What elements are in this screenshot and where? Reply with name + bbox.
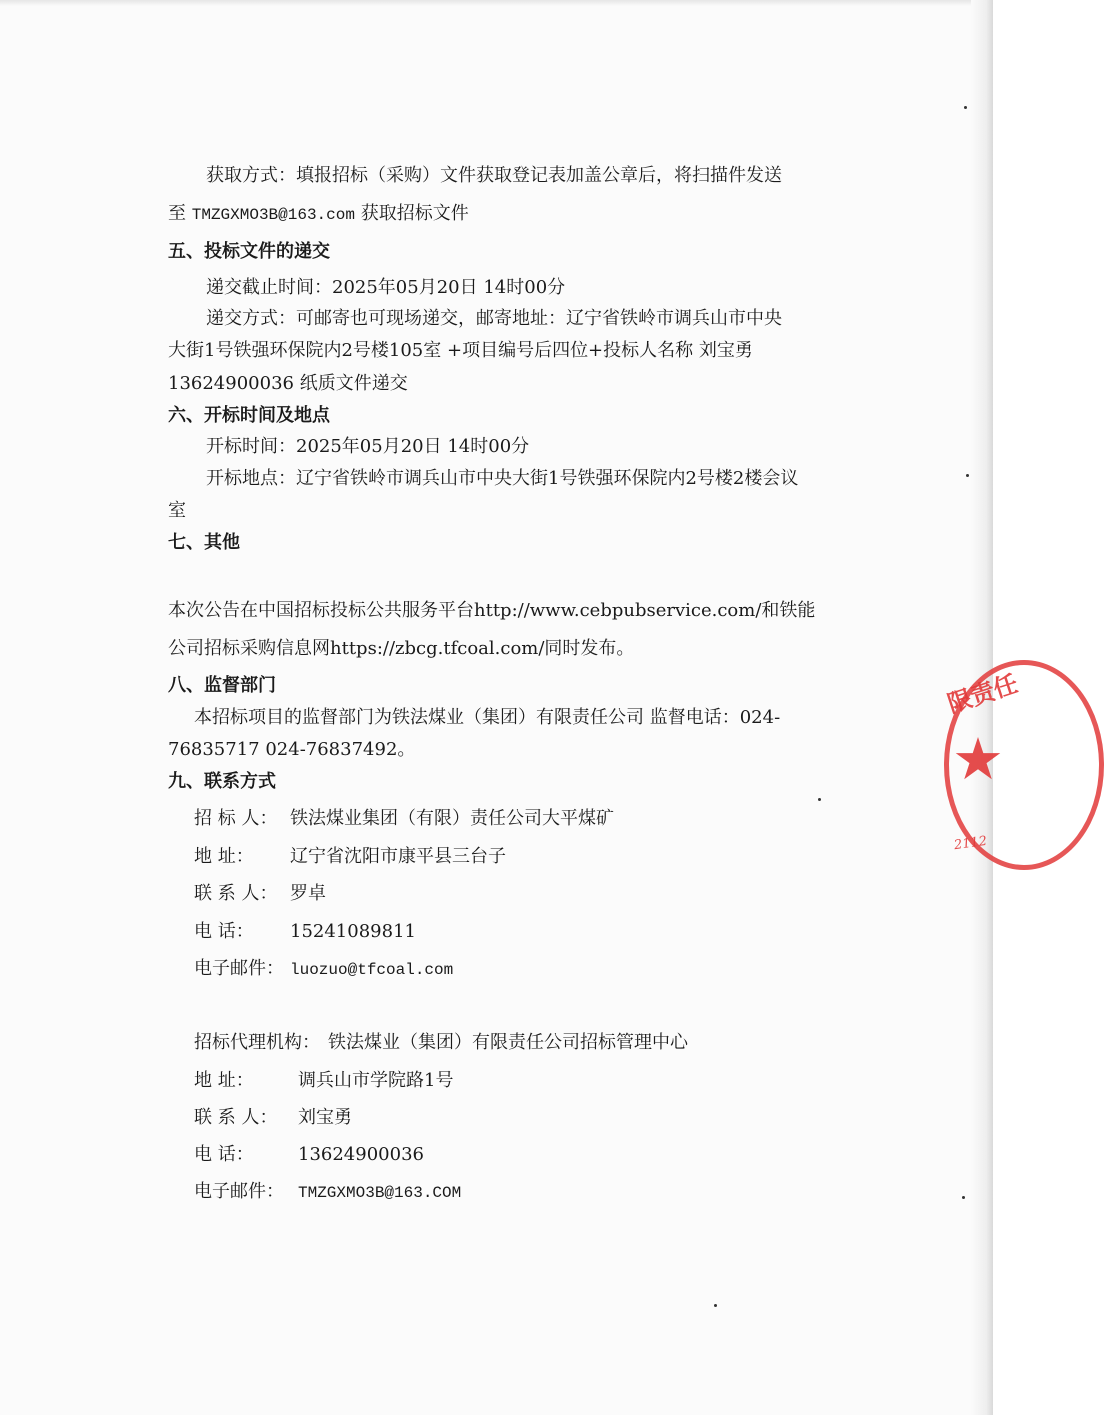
obtain-method-line <box>168 203 469 226</box>
publication-note: 本次公告在中国招标投标公共服务平台http://www.cebpubservice.com/和铁能 <box>168 600 816 621</box>
tenderer-contact-row <box>194 883 326 905</box>
scan-speck <box>818 798 821 801</box>
submission-method: 13624900036 纸质文件递交 <box>168 373 408 394</box>
supervision-text: 76835717 024-76837492。 <box>168 739 416 760</box>
field-label: 地 址： <box>194 1070 254 1091</box>
agency-name-row <box>194 1032 688 1054</box>
opening-place: 开标地点：辽宁省铁岭市调兵山市中央大街1号铁强环保院内2号楼2楼会议 <box>206 468 799 489</box>
obtain-email: TMZGXMO3B@163.com <box>191 206 355 224</box>
tenderer-name-row <box>194 808 614 830</box>
submission-deadline: 递交截止时间：2025年05月20日 14时00分 <box>206 277 566 298</box>
field-label: 联 系 人： <box>194 883 278 904</box>
field-label: 电 话： <box>194 921 254 942</box>
obtain-method-line: 获取方式：填报招标（采购）文件获取登记表加盖公章后，将扫描件发送 <box>206 165 782 186</box>
opening-time: 开标时间：2025年05月20日 14时00分 <box>206 436 530 457</box>
field-value: 刘宝勇 <box>298 1107 352 1128</box>
obtain-prefix: 至 <box>168 203 192 224</box>
agency-address-row <box>194 1070 453 1092</box>
field-label: 地 址： <box>194 846 254 867</box>
seal-number: 2112 <box>953 833 988 854</box>
section-heading: 五、投标文件的递交 <box>168 241 330 262</box>
section-heading: 七、其他 <box>168 532 240 553</box>
star-icon: ★ <box>952 725 1004 793</box>
section-heading: 九、联系方式 <box>168 771 276 792</box>
scan-edge <box>0 0 993 6</box>
field-value: 罗卓 <box>290 883 326 904</box>
tenderer-address-row <box>194 846 506 868</box>
field-label: 联 系 人： <box>194 1107 278 1128</box>
obtain-suffix: 获取招标文件 <box>354 203 469 224</box>
field-value: 13624900036 <box>298 1144 424 1165</box>
supervision-text: 本招标项目的监督部门为铁法煤业（集团）有限责任公司 监督电话：024- <box>194 707 781 728</box>
field-label: 电 话： <box>194 1144 254 1165</box>
seal-text: 限责任 <box>944 669 1022 719</box>
field-value: TMZGXMO3B@163.COM <box>298 1184 462 1202</box>
publication-note: 公司招标采购信息网https://zbcg.tfcoal.com/同时发布。 <box>168 638 635 659</box>
submission-method: 大街1号铁强环保院内2号楼105室 +项目编号后四位+投标人名称 刘宝勇 <box>168 340 753 361</box>
tenderer-phone-row <box>194 921 416 943</box>
field-label: 电子邮件： <box>194 1181 284 1202</box>
field-value: 铁法煤业集团（有限）责任公司大平煤矿 <box>290 808 614 829</box>
section-heading: 六、开标时间及地点 <box>168 405 330 426</box>
scan-speck <box>966 474 969 477</box>
scan-speck <box>964 106 967 109</box>
field-value: luozuo@tfcoal.com <box>290 961 454 979</box>
scan-speck <box>714 1304 717 1307</box>
section-heading: 八、监督部门 <box>168 675 276 696</box>
field-value: 15241089811 <box>290 921 416 942</box>
scan-speck <box>962 1196 965 1199</box>
opening-place: 室 <box>168 500 186 521</box>
field-label: 招标代理机构： <box>194 1032 320 1053</box>
agency-email-row <box>194 1181 461 1204</box>
field-label: 电子邮件： <box>194 958 284 979</box>
field-value: 调兵山市学院路1号 <box>298 1070 454 1091</box>
field-value: 铁法煤业（集团）有限责任公司招标管理中心 <box>328 1032 688 1053</box>
tenderer-email-row <box>194 958 453 981</box>
company-seal <box>938 660 1058 870</box>
field-label: 招 标 人： <box>194 808 278 829</box>
agency-phone-row <box>194 1144 424 1166</box>
submission-method: 递交方式：可邮寄也可现场递交，邮寄地址：辽宁省铁岭市调兵山市中央 <box>206 308 782 329</box>
agency-contact-row <box>194 1107 352 1129</box>
field-value: 辽宁省沈阳市康平县三台子 <box>290 846 506 867</box>
